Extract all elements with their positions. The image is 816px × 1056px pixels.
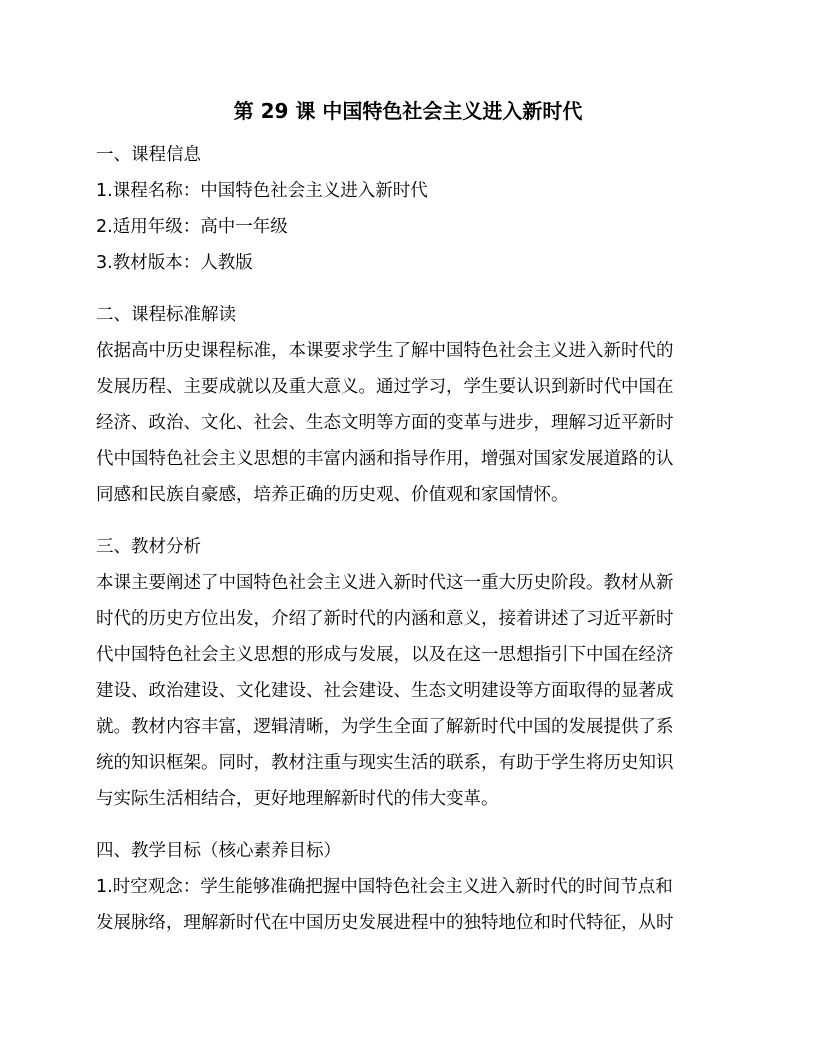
paragraph-line: 1.时空观念：学生能够准确把握中国特色社会主义进入新时代的时间节点和 [96,877,673,897]
section-spacer [96,817,720,833]
paragraph-line: 就。教材内容丰富，逻辑清晰，为学生全面了解新时代中国的发展提供了系 [96,717,674,737]
paragraph-line: 发展历程、主要成就以及重大意义。通过学习，学生要认识到新时代中国在 [96,377,674,397]
section-spacer [96,513,720,529]
document-body [96,137,720,941]
paragraph-line: 建设、政治建设、文化建设、社会建设、生态文明建设等方面取得的显著成 [96,681,674,701]
paragraph-line: 代中国特色社会主义思想的形成与发展，以及在这一思想指引下中国在经济 [96,645,674,665]
section-spacer [96,281,720,297]
grade-item: 2.适用年级：高中一年级 [96,217,288,237]
paragraph-line: 经济、政治、文化、社会、生态文明等方面的变革与进步，理解习近平新时 [96,413,674,433]
section-heading-teaching-objectives: 四、教学目标（核心素养目标） [96,841,341,861]
paragraph-line: 发展脉络，理解新时代在中国历史发展进程中的独特地位和时代特征，从时 [96,913,674,933]
paragraph-line: 代中国特色社会主义思想的丰富内涵和指导作用，增强对国家发展道路的认 [96,449,674,469]
paragraph-line: 同感和民族自豪感，培养正确的历史观、价值观和家国情怀。 [96,485,569,505]
course-name-item: 1.课程名称：中国特色社会主义进入新时代 [96,181,428,201]
section-heading-textbook-analysis: 三、教材分析 [96,537,201,557]
paragraph-line: 统的知识框架。同时，教材注重与现实生活的联系，有助于学生将历史知识 [96,753,674,773]
section-heading-course-info: 一、课程信息 [96,145,201,165]
paragraph-line: 与实际生活相结合，更好地理解新时代的伟大变革。 [96,789,499,809]
paragraph-line: 依据高中历史课程标准，本课要求学生了解中国特色社会主义进入新时代的 [96,341,674,361]
textbook-version-item: 3.教材版本：人教版 [96,253,253,273]
paragraph-line: 本课主要阐述了中国特色社会主义进入新时代这一重大历史阶段。教材从新 [96,573,674,593]
paragraph-line: 时代的历史方位出发，介绍了新时代的内涵和意义，接着讲述了习近平新时 [96,609,674,629]
lesson-title: 第 29 课 中国特色社会主义进入新时代 [233,99,583,123]
section-heading-curriculum-standard: 二、课程标准解读 [96,305,236,325]
